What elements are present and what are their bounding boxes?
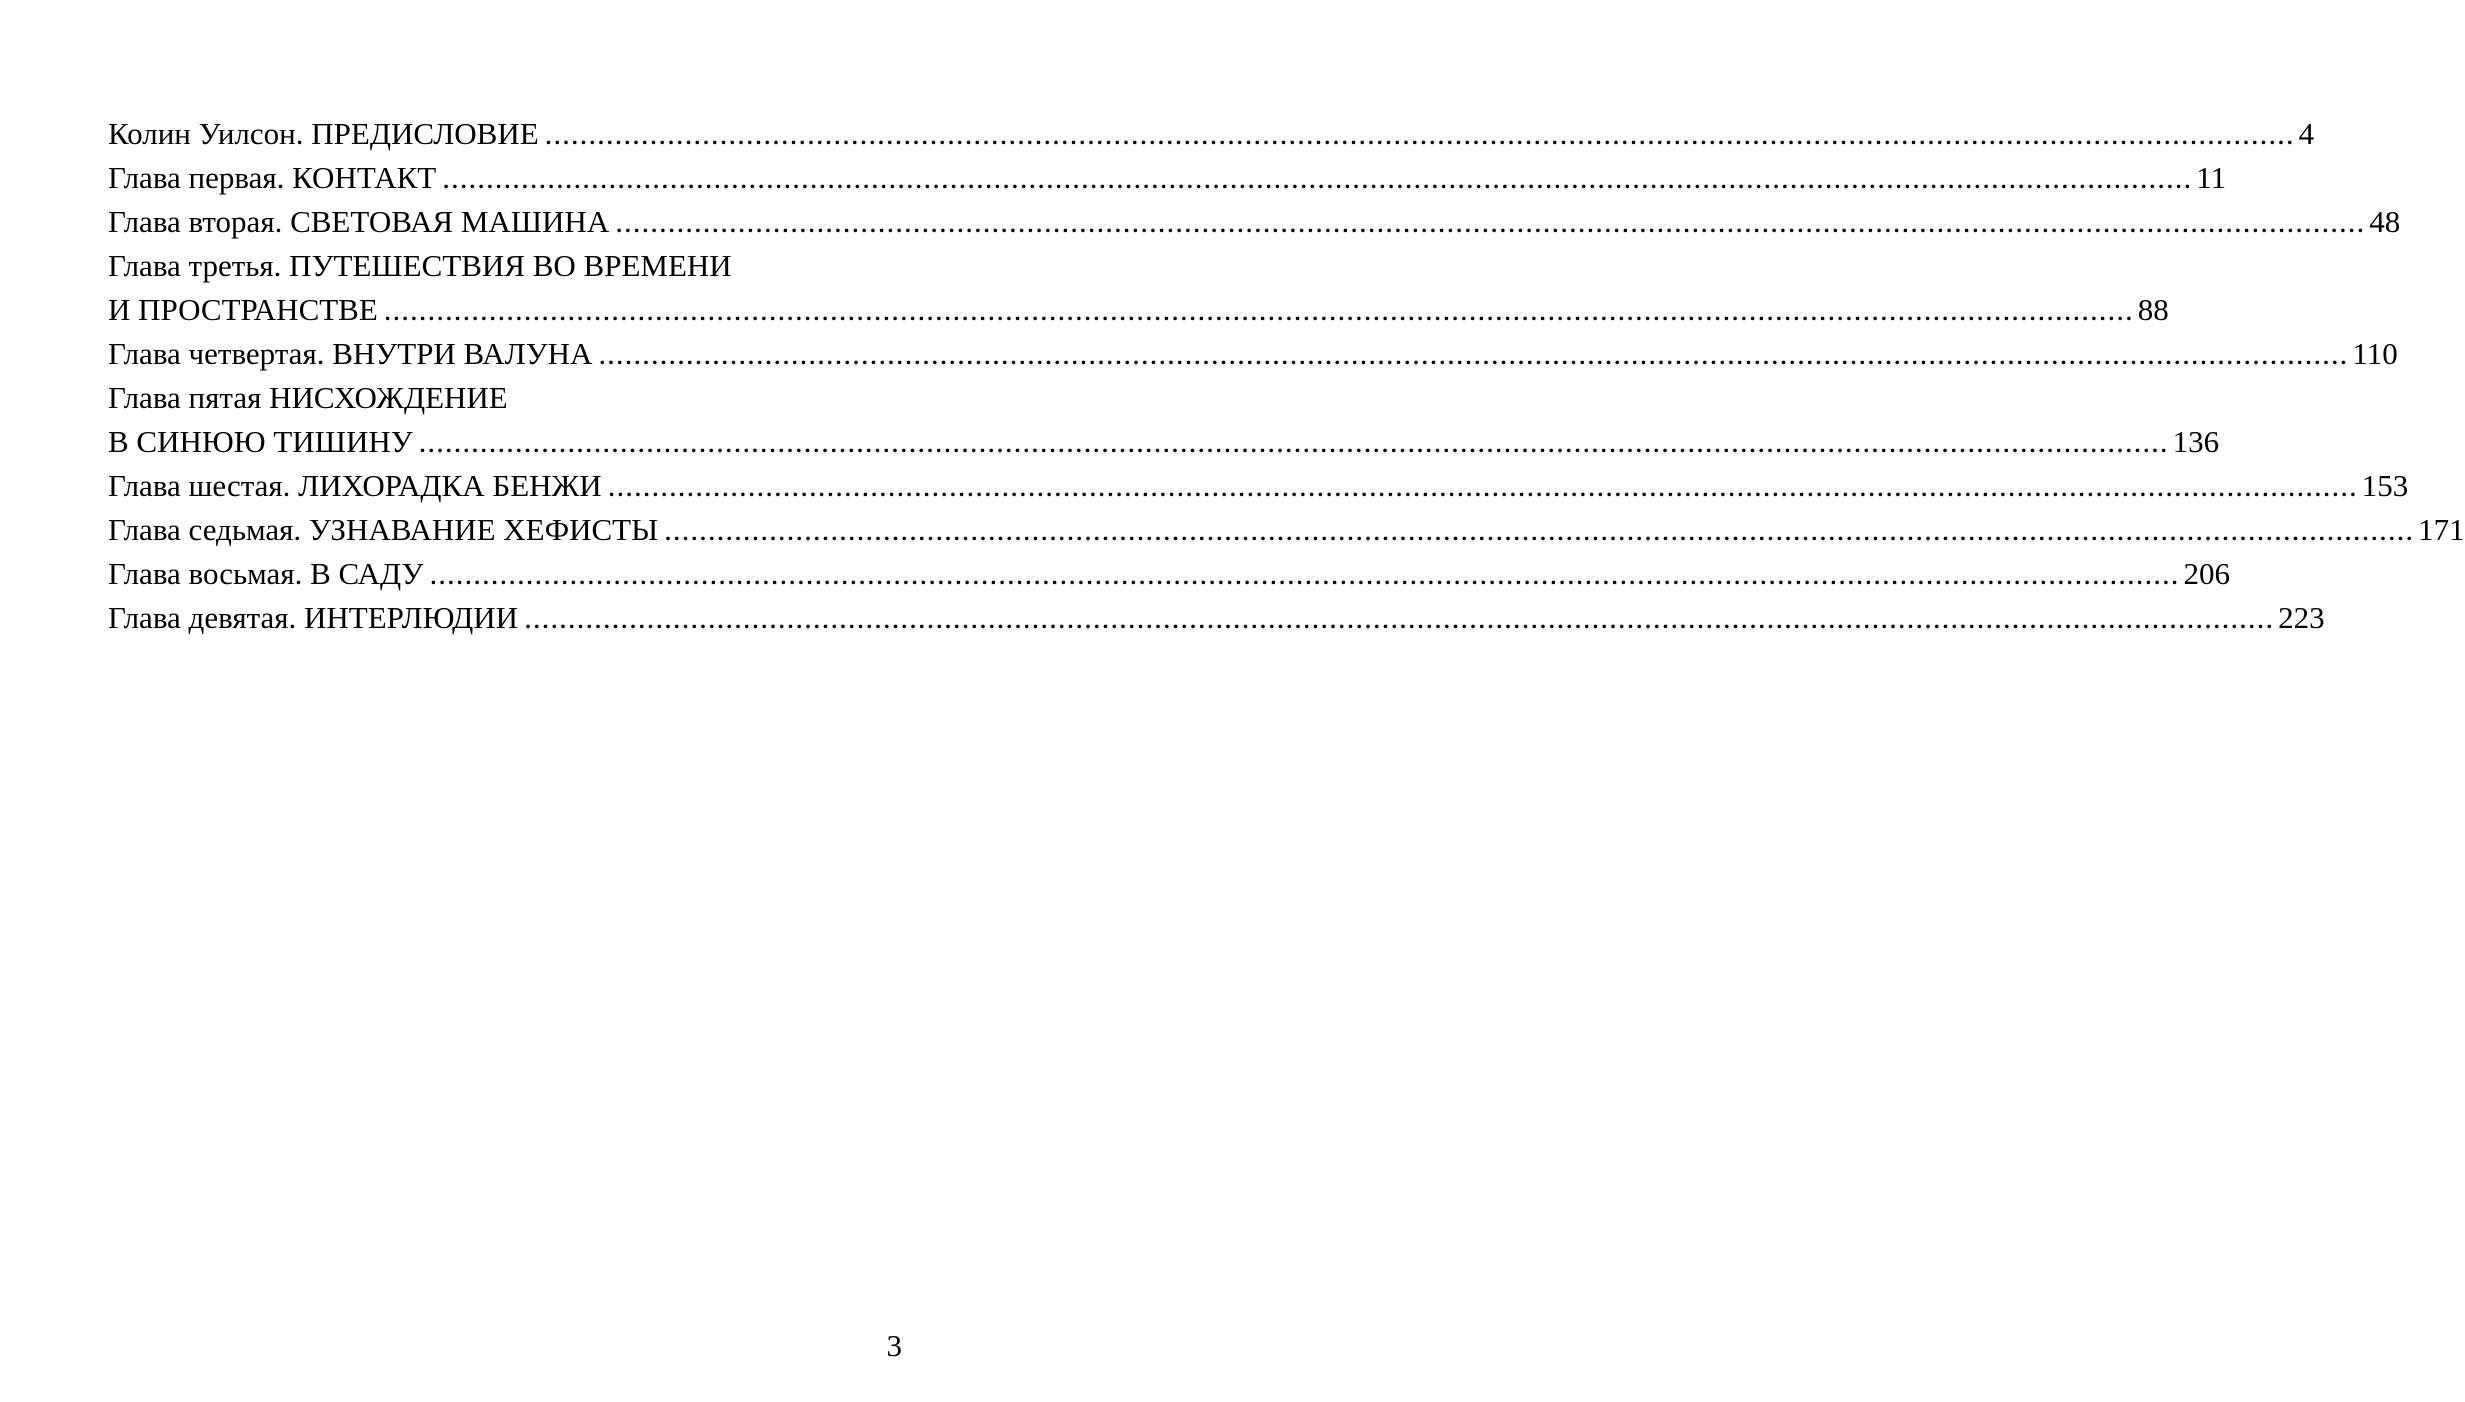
toc-page-number: 223 xyxy=(2278,600,2325,635)
toc-page-number: 206 xyxy=(2183,556,2230,591)
toc-page-number: 110 xyxy=(2352,336,2398,371)
dot-leader: ........................................................................................................................................................................................................ xyxy=(544,116,2295,151)
dot-leader: ........................................................................................................................................................................................................ xyxy=(429,556,2180,591)
toc-page-number: 11 xyxy=(2196,160,2227,195)
toc-line xyxy=(108,112,2315,156)
toc-entry-title: Глава седьмая. УЗНАВАНИЕ ХЕФИСТЫ xyxy=(108,512,659,547)
toc-line xyxy=(108,244,902,288)
page-number: 3 xyxy=(886,1328,902,1363)
dot-leader: ........................................................................................................................................................................................................ xyxy=(383,292,2134,327)
dot-leader: ........................................................................................................................................................................................................ xyxy=(615,204,2366,239)
toc-entry-chapter-4[interactable] xyxy=(108,332,2398,376)
toc-entry-chapter-8[interactable] xyxy=(108,552,2230,596)
dot-leader: ........................................................................................................................................................................................................ xyxy=(418,424,2169,459)
toc-entry-title: Глава четвертая. ВНУТРИ ВАЛУНА xyxy=(108,336,593,371)
table-of-contents xyxy=(108,112,2465,640)
toc-entry-chapter-5[interactable] xyxy=(108,376,2220,464)
toc-entry-title: Глава первая. КОНТАКТ xyxy=(108,160,437,195)
toc-entry-title: Глава девятая. ИНТЕРЛЮДИИ xyxy=(108,600,519,635)
dot-leader: ........................................................................................................................................................................................................ xyxy=(664,512,2415,547)
dot-leader: ........................................................................................................................................................................................................ xyxy=(442,160,2193,195)
toc-line xyxy=(108,552,2230,596)
toc-page-number: 48 xyxy=(2369,204,2401,239)
toc-line xyxy=(108,156,2227,200)
toc-entry-chapter-2[interactable] xyxy=(108,200,2401,244)
toc-page-number: 4 xyxy=(2298,116,2315,151)
toc-page-number: 88 xyxy=(2137,292,2169,327)
toc-line xyxy=(108,508,2465,552)
toc-entry-title-continued: В СИНЮЮ ТИШИНУ xyxy=(108,424,413,459)
toc-entry-title: Глава шестая. ЛИХОРАДКА БЕНЖИ xyxy=(108,468,602,503)
toc-line xyxy=(108,596,2325,640)
toc-entry-title: Глава восьмая. В САДУ xyxy=(108,556,424,591)
toc-line xyxy=(108,376,902,420)
toc-line xyxy=(108,332,2398,376)
toc-entry-chapter-3[interactable] xyxy=(108,244,2169,332)
toc-line xyxy=(108,288,2169,332)
dot-leader: ........................................................................................................................................................................................................ xyxy=(524,600,2275,635)
toc-entry-title: Глава вторая. СВЕТОВАЯ МАШИНА xyxy=(108,204,610,239)
toc-line xyxy=(108,200,2401,244)
toc-page-number: 153 xyxy=(2361,468,2409,503)
toc-page-number: 171 xyxy=(2418,512,2465,547)
toc-entry-title: Глава пятая НИСХОЖДЕНИЕ xyxy=(108,380,508,415)
toc-entry-title: Глава третья. ПУТЕШЕСТВИЯ ВО ВРЕМЕНИ xyxy=(108,248,732,283)
toc-page-number: 136 xyxy=(2172,424,2220,459)
toc-entry-chapter-9[interactable] xyxy=(108,596,2325,640)
dot-leader: ........................................................................................................................................................................................................ xyxy=(598,336,2349,371)
toc-line xyxy=(108,464,2409,508)
toc-entry-chapter-1[interactable] xyxy=(108,156,2227,200)
toc-entry-title-continued: И ПРОСТРАНСТВЕ xyxy=(108,292,378,327)
toc-entry-chapter-6[interactable] xyxy=(108,464,2409,508)
dot-leader: ........................................................................................................................................................................................................ xyxy=(607,468,2358,503)
toc-entry-chapter-7[interactable] xyxy=(108,508,2465,552)
toc-entry-title: Колин Уилсон. ПРЕДИСЛОВИЕ xyxy=(108,116,539,151)
toc-entry-preface[interactable] xyxy=(108,112,2315,156)
toc-line xyxy=(108,420,2220,464)
